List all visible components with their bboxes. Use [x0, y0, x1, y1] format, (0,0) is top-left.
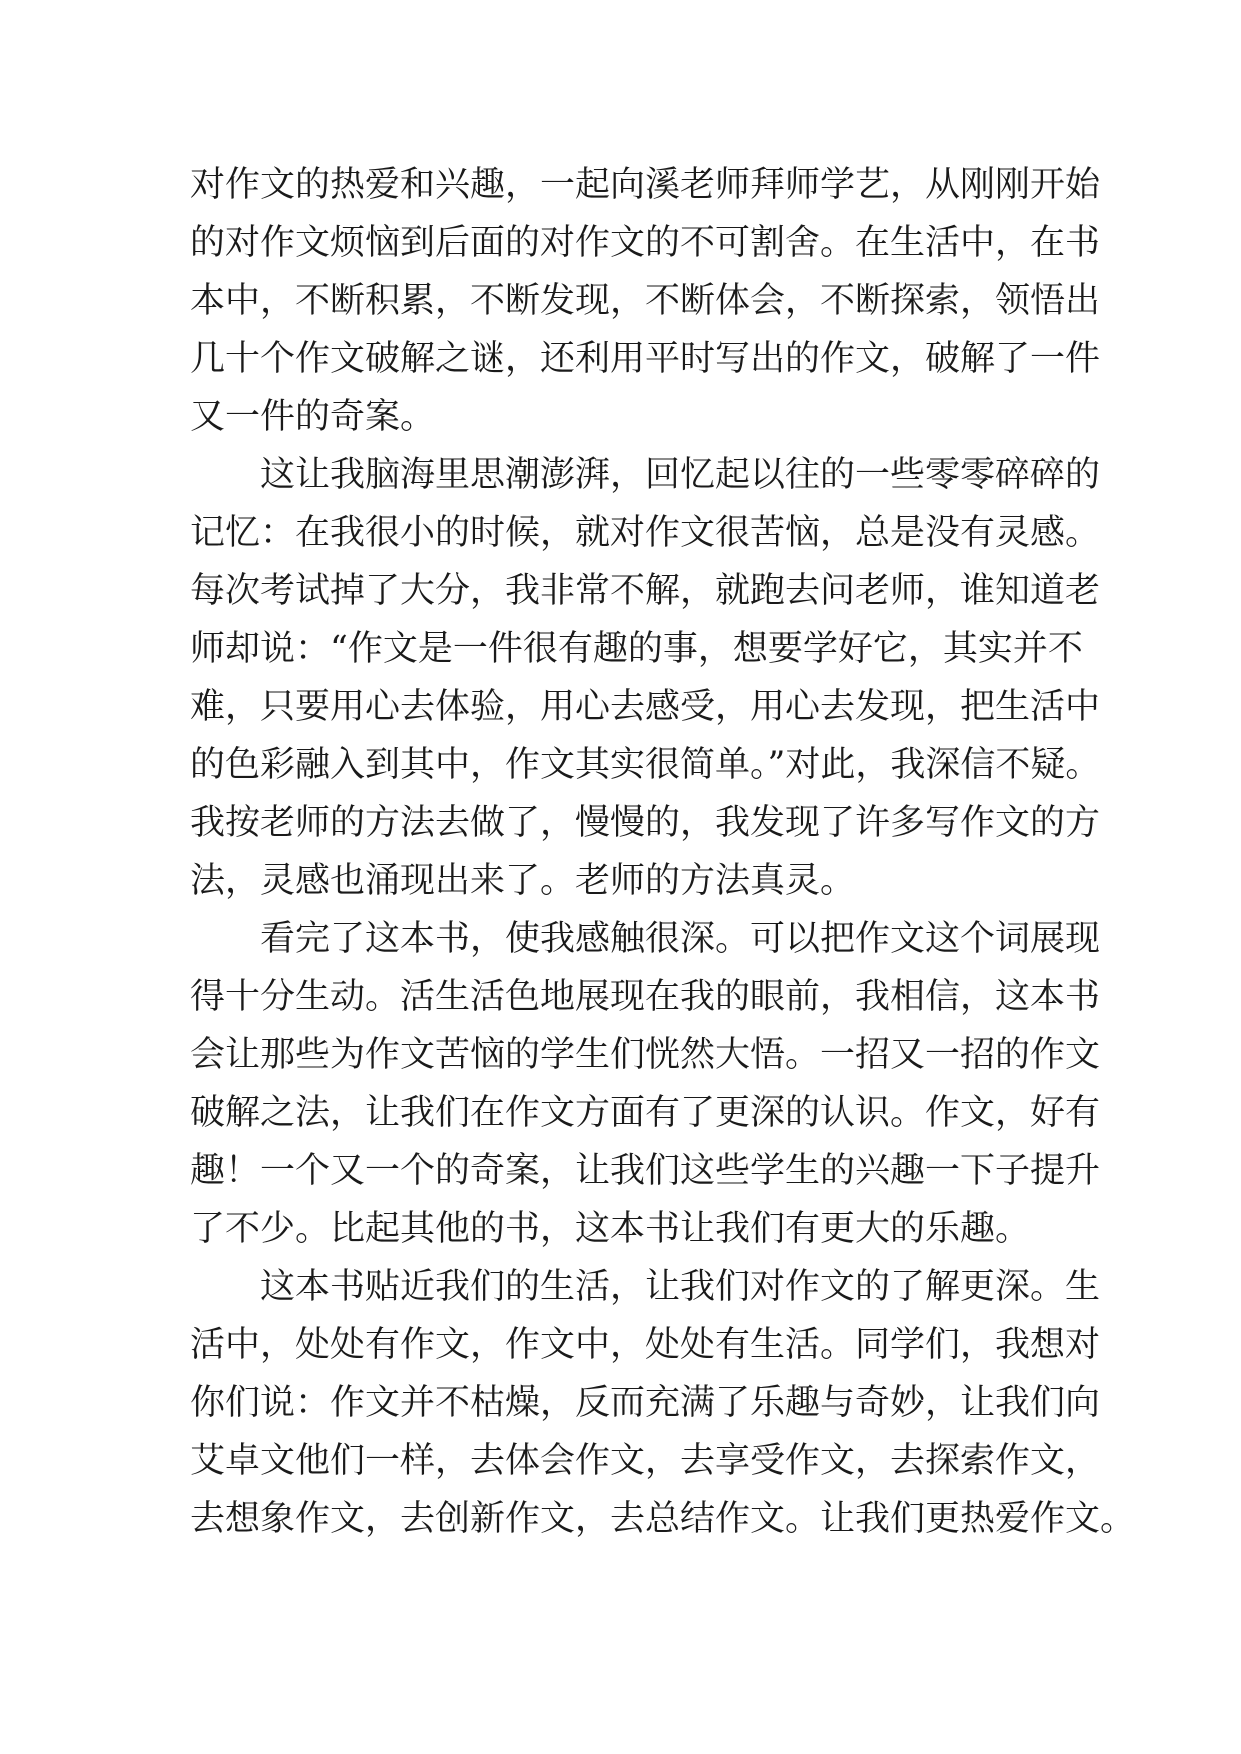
text-line: 师却说：“作文是一件很有趣的事，想要学好它，其实并不 — [190, 629, 1083, 669]
text-line: 你们说：作文并不枯燥，反而充满了乐趣与奇妙，让我们向 — [190, 1383, 1101, 1423]
text-line: 活中，处处有作文，作文中，处处有生活。同学们，我想对 — [190, 1325, 1101, 1365]
text-line: 本中，不断积累，不断发现，不断体会，不断探索，领悟出 — [190, 281, 1101, 321]
text-line: 了不少。比起其他的书，这本书让我们有更大的乐趣。 — [190, 1209, 1031, 1249]
text-line: 又一件的奇案。 — [190, 397, 436, 437]
text-line: 的对作文烦恼到后面的对作文的不可割舍。在生活中，在书 — [190, 223, 1101, 263]
text-line: 破解之法，让我们在作文方面有了更深的认识。作文，好有 — [190, 1093, 1101, 1133]
text-line: 会让那些为作文苦恼的学生们恍然大悟。一招又一招的作文 — [190, 1035, 1101, 1075]
text-line: 我按老师的方法去做了，慢慢的，我发现了许多写作文的方 — [190, 803, 1101, 843]
text-line: 的色彩融入到其中，作文其实很简单。”对此，我深信不疑。 — [190, 745, 1101, 785]
text-line: 每次考试掉了大分，我非常不解，就跑去问老师，谁知道老 — [190, 571, 1101, 611]
text-line: 记忆：在我很小的时候，就对作文很苦恼，总是没有灵感。 — [190, 513, 1101, 553]
text-line: 艾卓文他们一样，去体会作文，去享受作文，去探索作文， — [190, 1441, 1101, 1481]
document-body — [190, 156, 1136, 1548]
text-line: 趣！一个又一个的奇案，让我们这些学生的兴趣一下子提升 — [190, 1151, 1101, 1191]
text-line: 去想象作文，去创新作文，去总结作文。让我们更热爱作文。 — [190, 1499, 1136, 1539]
text-line: 对作文的热爱和兴趣，一起向溪老师拜师学艺，从刚刚开始 — [190, 165, 1101, 205]
paragraph-first-line: 这本书贴近我们的生活，让我们对作文的了解更深。生 — [260, 1267, 1101, 1307]
text-line: 难，只要用心去体验，用心去感受，用心去发现，把生活中 — [190, 687, 1101, 727]
paragraph-first-line: 看完了这本书，使我感触很深。可以把作文这个词展现 — [260, 919, 1101, 959]
text-line: 法，灵感也涌现出来了。老师的方法真灵。 — [190, 861, 856, 901]
text-line: 几十个作文破解之谜，还利用平时写出的作文，破解了一件 — [190, 339, 1101, 379]
text-line: 得十分生动。活生活色地展现在我的眼前，我相信，这本书 — [190, 977, 1101, 1017]
paragraph-first-line: 这让我脑海里思潮澎湃，回忆起以往的一些零零碎碎的 — [260, 455, 1101, 495]
